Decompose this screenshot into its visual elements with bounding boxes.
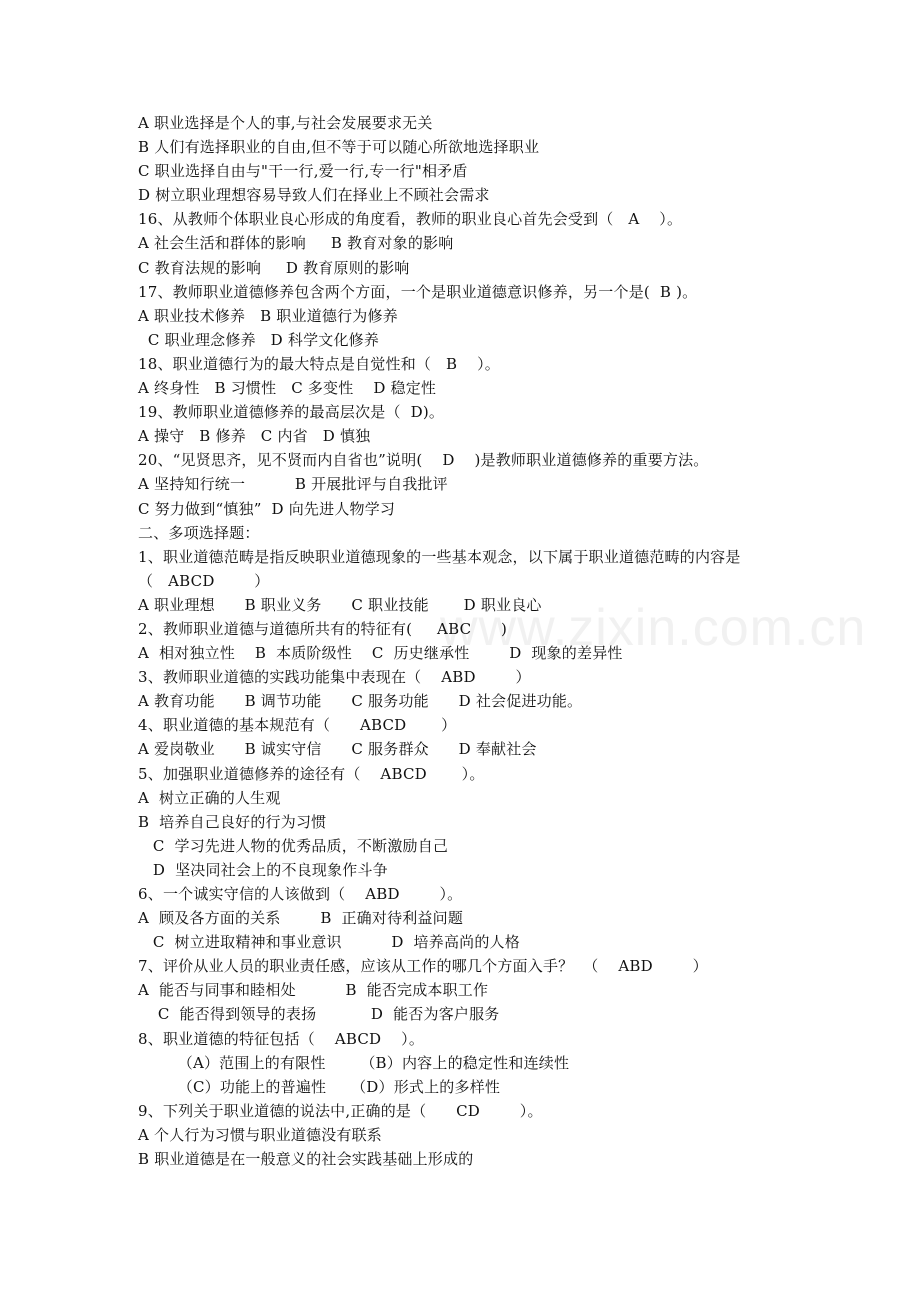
text-line: C 职业选择自由与"干一行,爱一行,专一行"相矛盾 [138, 162, 468, 181]
text-line: A 职业选择是个人的事,与社会发展要求无关 [138, 114, 433, 132]
text-line: （A）范围上的有限性 （B）内容上的稳定性和连续性 [138, 1053, 570, 1072]
text-line: A 爱岗敬业 B 诚实守信 C 服务群众 D 奉献社会 [138, 740, 537, 759]
question-text-block [138, 111, 798, 1171]
text-line: C 职业理念修养 D 科学文化修养 [138, 330, 380, 349]
text-line: C 学习先进人物的优秀品质，不断激励自己 [138, 836, 449, 855]
text-line: A 顾及各方面的关系 B 正确对待利益问题 [138, 909, 464, 928]
text-line: A 树立正确的人生观 [138, 788, 281, 807]
text-line: A 教育功能 B 调节功能 C 服务功能 D 社会促进功能。 [138, 692, 583, 711]
text-line: A 相对独立性 B 本质阶级性 C 历史继承性 D 现象的差异性 [138, 644, 623, 663]
text-line: C 能否得到领导的表扬 D 能否为客户服务 [138, 1005, 500, 1024]
text-line: D 坚决同社会上的不良现象作斗争 [138, 860, 388, 879]
text-line: 7、评价从业人员的职业责任感，应该从工作的哪几个方面入手？ （ ABD ） [138, 957, 708, 976]
text-line: 8、职业道德的特征包括（ ABCD ）。 [138, 1029, 425, 1048]
text-line: A 社会生活和群体的影响 B 教育对象的影响 [138, 234, 454, 253]
text-line: A 职业理想 B 职业义务 C 职业技能 D 职业良心 [138, 595, 542, 614]
text-line: A 操守 B 修养 C 内省 D 慎独 [138, 427, 371, 446]
text-line: （ ABCD ） [138, 571, 270, 590]
text-line: 2、教师职业道德与道德所共有的特征有( ABC ) [138, 619, 508, 638]
text-line: D 树立职业理想容易导致人们在择业上不顾社会需求 [138, 186, 490, 205]
text-line: 18、职业道德行为的最大特点是自觉性和（ B ）。 [138, 354, 500, 373]
text-line: 17、教师职业道德修养包含两个方面，一个是职业道德意识修养，另一个是( B )。 [138, 282, 698, 301]
text-line: （C）功能上的普遍性 （D）形式上的多样性 [138, 1077, 501, 1096]
text-line: 19、教师职业道德修养的最高层次是（ D)。 [138, 403, 445, 422]
text-line: 1、职业道德范畴是指反映职业道德现象的一些基本观念，以下属于职业道德范畴的内容是 [138, 547, 741, 566]
text-line: 20、“见贤思齐，见不贤而内自省也”说明( D )是教师职业道德修养的重要方法。 [138, 451, 709, 470]
text-line: C 努力做到“慎独” D 向先进人物学习 [138, 499, 396, 518]
text-line: A 个人行为习惯与职业道德没有联系 [138, 1125, 383, 1144]
text-line: 16、从教师个体职业良心形成的角度看，教师的职业良心首先会受到（ A ）。 [138, 210, 683, 229]
text-line: 3、教师职业道德的实践功能集中表现在（ ABD ） [138, 668, 531, 687]
text-line: 4、职业道德的基本规范有（ ABCD ） [138, 716, 457, 735]
text-line: A 终身性 B 习惯性 C 多变性 D 稳定性 [138, 379, 437, 398]
text-line: 5、加强职业道德修养的途径有（ ABCD ）。 [138, 764, 485, 783]
text-line: C 教育法规的影响 D 教育原则的影响 [138, 258, 410, 277]
text-line: B 人们有选择职业的自由,但不等于可以随心所欲地选择职业 [138, 138, 540, 157]
text-line: A 职业技术修养 B 职业道德行为修养 [138, 306, 398, 325]
text-line: 6、一个诚实守信的人该做到（ ABD ）。 [138, 885, 463, 903]
text-line: C 树立进取精神和事业意识 D 培养高尚的人格 [138, 933, 520, 952]
watermark: www.zixin.com.cn [440, 599, 867, 657]
text-line: A 坚持知行统一 B 开展批评与自我批评 [138, 475, 448, 494]
text-line: 9、下列关于职业道德的说法中,正确的是（ CD ）。 [138, 1101, 543, 1120]
text-line: A 能否与同事和睦相处 B 能否完成本职工作 [138, 981, 489, 1000]
text-line: B 职业道德是在一般意义的社会实践基础上形成的 [138, 1150, 474, 1169]
text-line: B 培养自己良好的行为习惯 [138, 812, 327, 831]
text-line: 二、多项选择题： [138, 523, 260, 542]
